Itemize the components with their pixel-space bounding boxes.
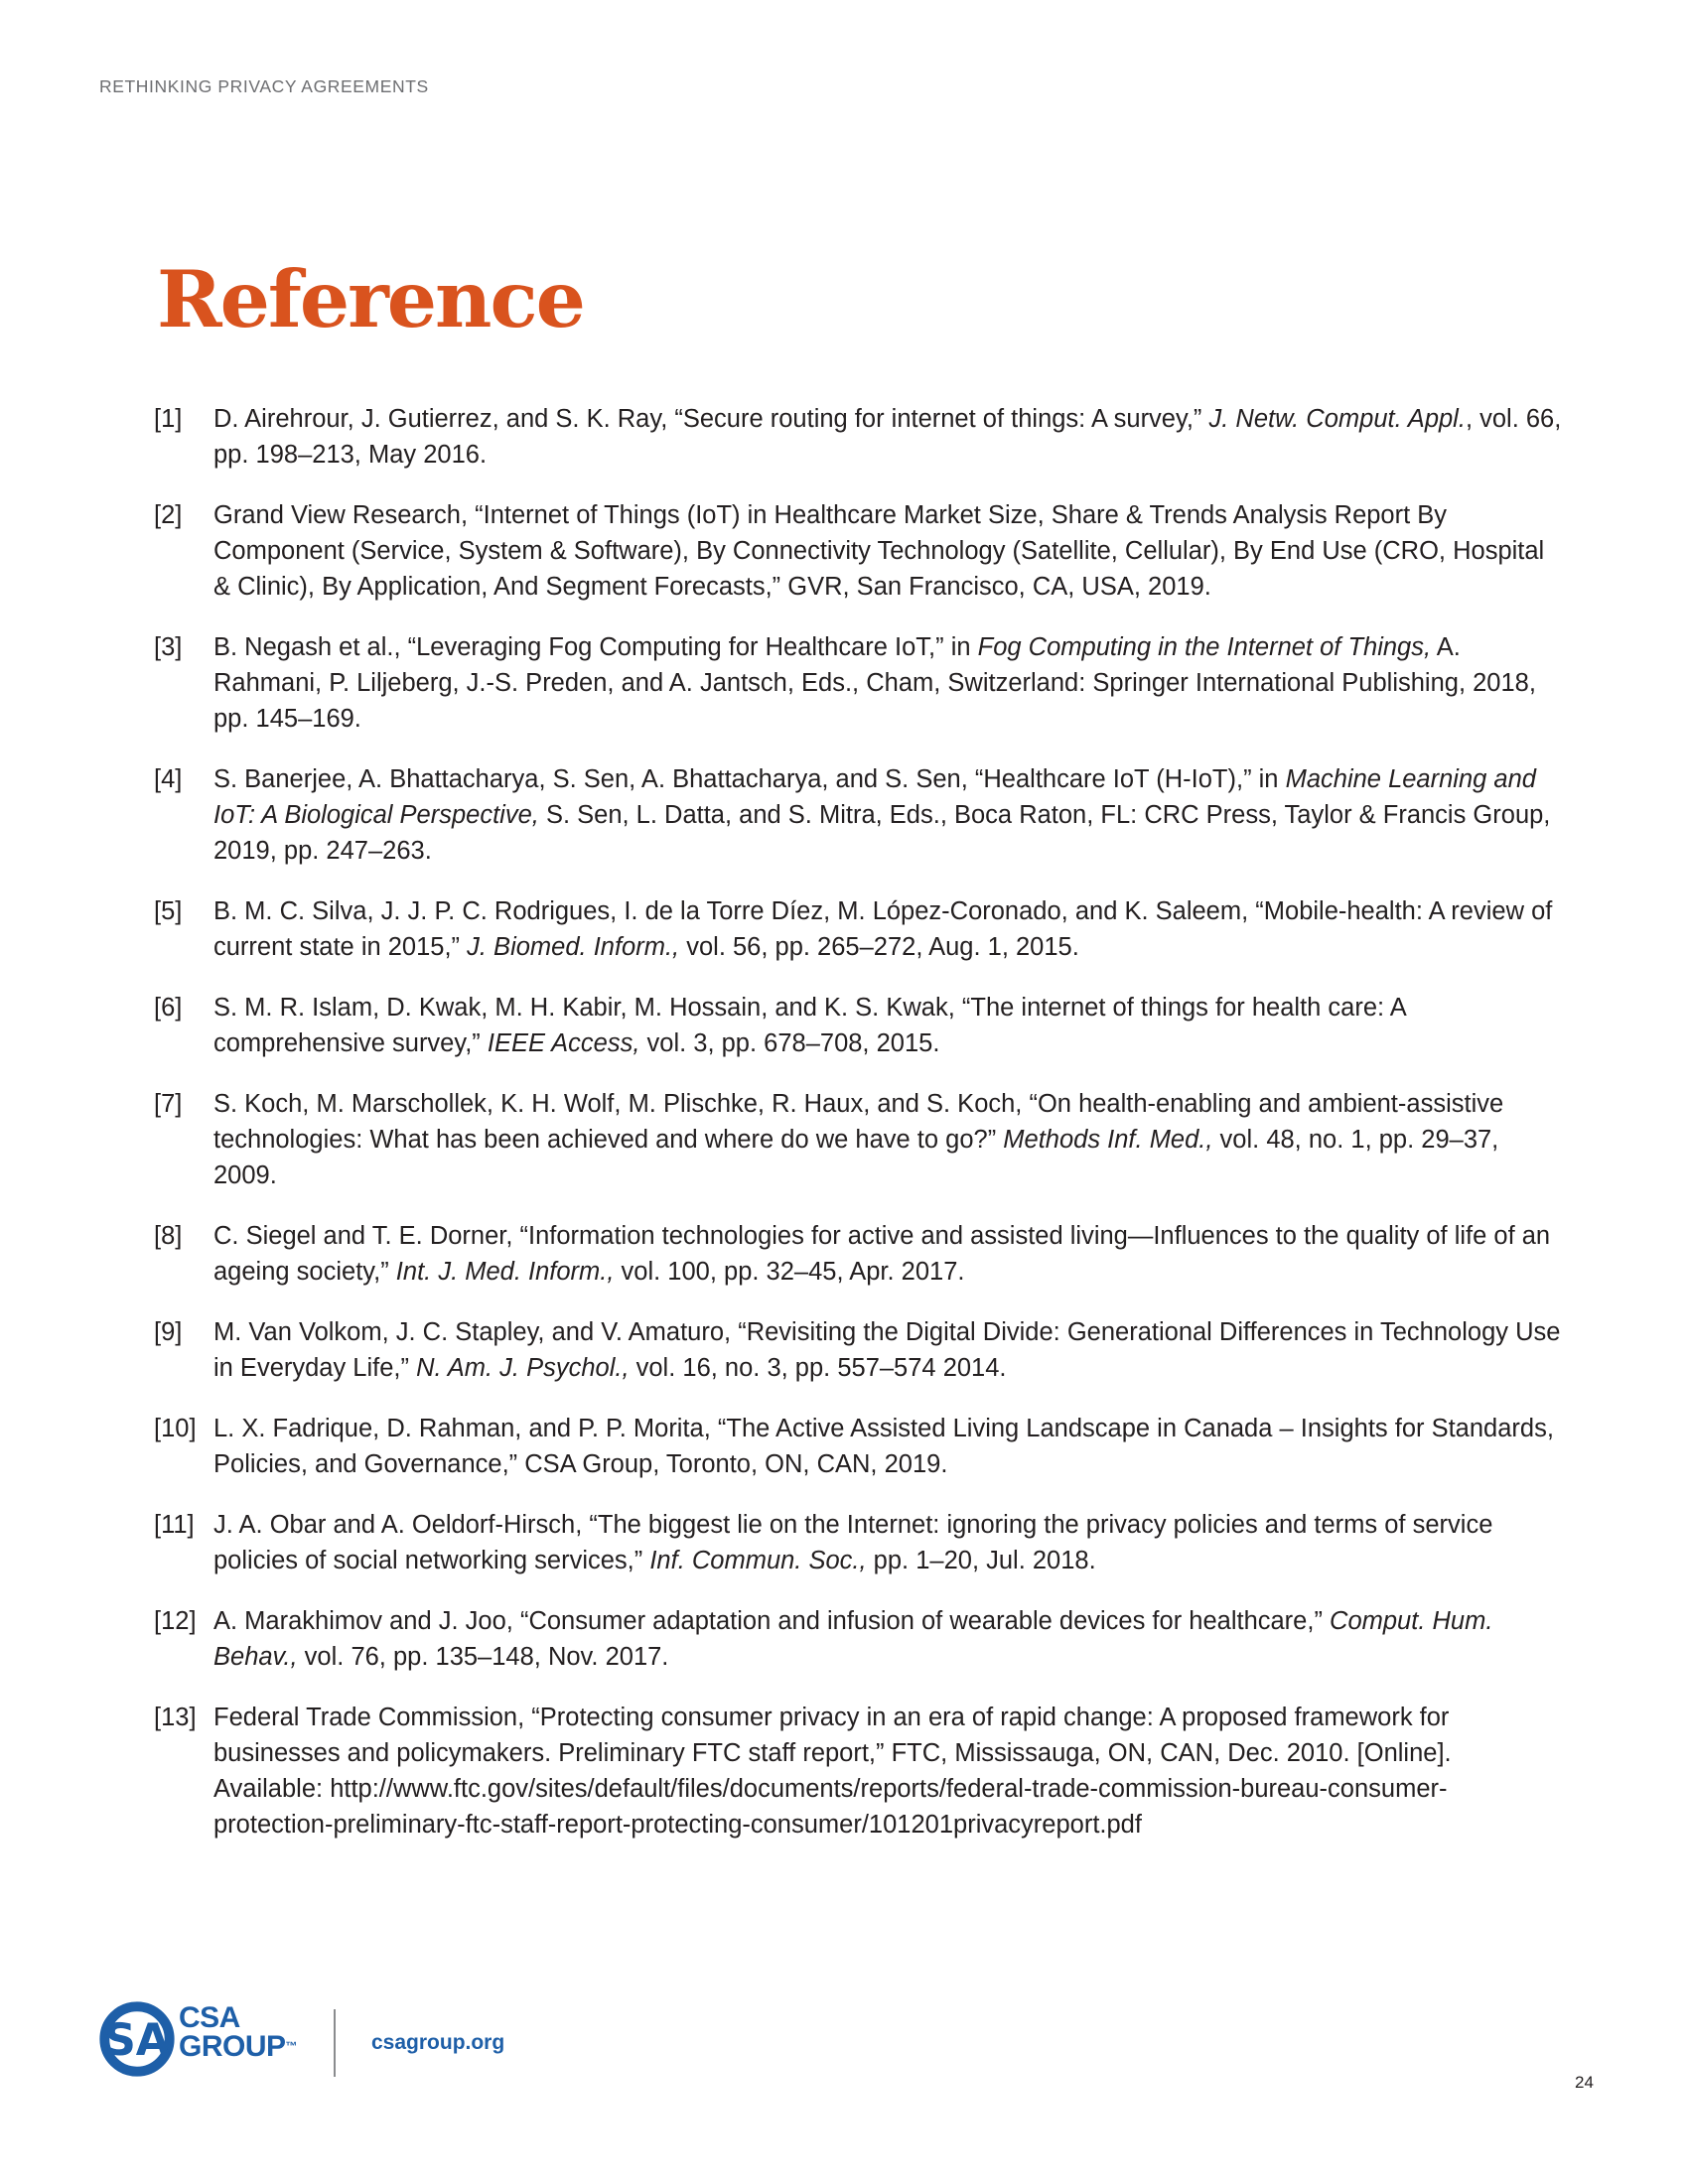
page-title: Reference bbox=[157, 253, 584, 345]
reference-item bbox=[154, 1086, 1564, 1193]
reference-number: [12] bbox=[154, 1607, 197, 1635]
reference-text: B. Negash et al., “Leveraging Fog Computing for Healthcare IoT,” in Fog Computing in the Internet of Things, A. Rahmani, P. Liljeberg, J.-S. Preden, and A. Jantsch, Eds., Cham, Switzerland: Springer International Publishing, 2018, pp. 145–169. bbox=[213, 633, 1536, 733]
reference-item bbox=[154, 497, 1564, 605]
website-link[interactable]: csagroup.org bbox=[371, 2031, 505, 2054]
reference-text: C. Siegel and T. E. Dorner, “Information technologies for active and assisted living—Influences to the quality of life of an ageing society,” Int. J. Med. Inform., vol. 100, pp. 32–45, Apr. 2017. bbox=[213, 1222, 1551, 1286]
logo-wordmark: CSA GROUP™ bbox=[179, 2001, 298, 2063]
footer-divider bbox=[334, 2009, 336, 2077]
reference-text: L. X. Fadrique, D. Rahman, and P. P. Morita, “The Active Assisted Living Landscape in Canada – Insights for Standards, Policies, and Governance,” CSA Group, Toronto, ON, CAN, 2019. bbox=[213, 1415, 1554, 1478]
reference-item bbox=[154, 1314, 1564, 1386]
reference-item bbox=[154, 1700, 1564, 1843]
reference-number: [11] bbox=[154, 1511, 195, 1539]
reference-number: [13] bbox=[154, 1704, 197, 1731]
reference-item bbox=[154, 1218, 1564, 1290]
reference-number: [6] bbox=[154, 994, 183, 1022]
reference-number: [2] bbox=[154, 501, 183, 529]
reference-text: S. M. R. Islam, D. Kwak, M. H. Kabir, M. Hossain, and K. S. Kwak, “The internet of things for health care: A comprehensive survey,” IEEE Access, vol. 3, pp. 678–708, 2015. bbox=[213, 994, 1406, 1057]
reference-item bbox=[154, 1411, 1564, 1482]
reference-text: S. Banerjee, A. Bhattacharya, S. Sen, A. Bhattacharya, and S. Sen, “Healthcare IoT (H-IoT),” in Machine Learning and IoT: A Biological Perspective, S. Sen, L. Datta, and S. Mitra, Eds., Boca Raton, FL: CRC Press, Taylor & Francis Group, 2019, pp. 247–263. bbox=[213, 765, 1551, 865]
reference-text: M. Van Volkom, J. C. Stapley, and V. Amaturo, “Revisiting the Digital Divide: Generational Differences in Technology Use in Everyday Life,” N. Am. J. Psychol., vol. 16, no. 3, pp. 557–574 2014. bbox=[213, 1318, 1561, 1382]
reference-text: Grand View Research, “Internet of Things (IoT) in Healthcare Market Size, Share & Trends Analysis Report By Component (Service, System & Software), By Connectivity Technology (Satellite, Cellular), By End Use (CRO, Hospital & Clinic), By Application, And Segment Forecasts,” GVR, San Francisco, CA, USA, 2019. bbox=[213, 501, 1545, 601]
reference-number: [3] bbox=[154, 633, 183, 661]
reference-number: [10] bbox=[154, 1415, 197, 1442]
reference-item bbox=[154, 1603, 1564, 1675]
reference-number: [4] bbox=[154, 765, 183, 793]
running-header: RETHINKING PRIVACY AGREEMENTS bbox=[99, 76, 429, 96]
csa-monogram-icon bbox=[99, 2001, 175, 2077]
reference-number: [5] bbox=[154, 897, 183, 925]
page-number: 24 bbox=[1575, 2073, 1594, 2092]
svg-text:SA: SA bbox=[104, 2014, 170, 2066]
reference-number: [7] bbox=[154, 1090, 183, 1118]
reference-text: S. Koch, M. Marschollek, K. H. Wolf, M. Plischke, R. Haux, and S. Koch, “On health-enabling and ambient-assistive technologies: What has been achieved and where do we have to go?” Methods Inf. Med., vol. 48, no. 1, pp. 29–37, 2009. bbox=[213, 1090, 1504, 1189]
reference-number: [1] bbox=[154, 405, 183, 433]
reference-number: [9] bbox=[154, 1318, 183, 1346]
reference-text: Federal Trade Commission, “Protecting consumer privacy in an era of rapid change: A proposed framework for businesses and policymakers. Preliminary FTC staff report,” FTC, Mississauga, ON, CAN, Dec. 2010. [Online]. Available: http://www.ftc.gov/sites/default/files/documents/reports/federal-trade-commission-bureau-consumer-protection-preliminary-ftc-staff-report-protecting-consumer/101201privacyreport.pdf bbox=[213, 1704, 1452, 1839]
reference-item bbox=[154, 990, 1564, 1061]
csa-group-logo[interactable] bbox=[99, 1997, 308, 2087]
reference-item bbox=[154, 401, 1564, 473]
reference-number: [8] bbox=[154, 1222, 183, 1250]
reference-item bbox=[154, 629, 1564, 737]
reference-text: B. M. C. Silva, J. J. P. C. Rodrigues, I. de la Torre Díez, M. López-Coronado, and K. Saleem, “Mobile-health: A review of current state in 2015,” J. Biomed. Inform., vol. 56, pp. 265–272, Aug. 1, 2015. bbox=[213, 897, 1553, 961]
reference-item bbox=[154, 1507, 1564, 1578]
reference-item bbox=[154, 761, 1564, 869]
reference-text: J. A. Obar and A. Oeldorf-Hirsch, “The biggest lie on the Internet: ignoring the privacy policies and terms of service policies of social networking services,” Inf. Commun. Soc., pp. 1–20, Jul. 2018. bbox=[213, 1511, 1493, 1574]
reference-text: A. Marakhimov and J. Joo, “Consumer adaptation and infusion of wearable devices for healthcare,” Comput. Hum. Behav., vol. 76, pp. 135–148, Nov. 2017. bbox=[213, 1607, 1493, 1671]
reference-list bbox=[154, 401, 1564, 1867]
reference-item bbox=[154, 893, 1564, 965]
reference-text: D. Airehrour, J. Gutierrez, and S. K. Ray, “Secure routing for internet of things: A survey,” J. Netw. Comput. Appl., vol. 66, pp. 198–213, May 2016. bbox=[213, 405, 1562, 469]
